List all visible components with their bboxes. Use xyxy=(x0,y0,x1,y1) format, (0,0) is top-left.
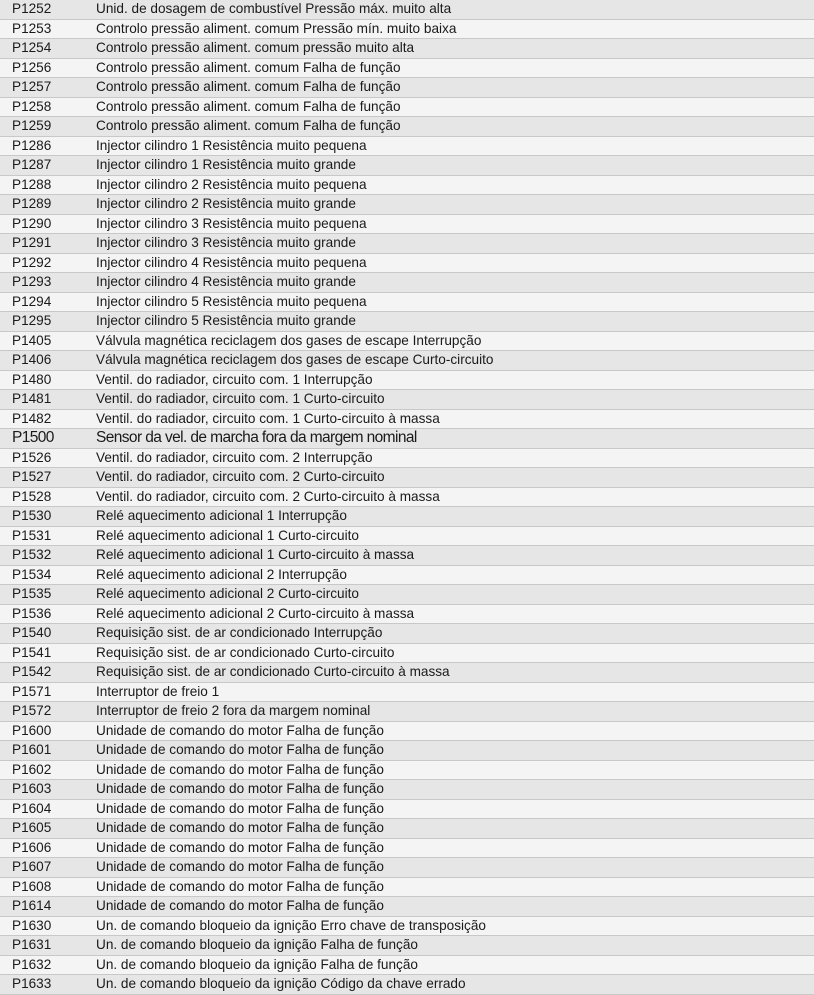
table-row xyxy=(0,682,814,702)
fault-description: Ventil. do radiador, circuito com. 1 Interrupção xyxy=(96,370,814,390)
table-row xyxy=(0,312,814,332)
fault-code: P1290 xyxy=(0,214,96,234)
fault-description: Relé aquecimento adicional 2 Interrupção xyxy=(96,565,814,585)
fault-code: P1614 xyxy=(0,897,96,917)
table-row xyxy=(0,448,814,468)
fault-description: Injector cilindro 3 Resistência muito pequena xyxy=(96,214,814,234)
fault-code: P1293 xyxy=(0,273,96,293)
table-row xyxy=(0,253,814,273)
fault-description: Ventil. do radiador, circuito com. 2 Interrupção xyxy=(96,448,814,468)
fault-description: Relé aquecimento adicional 1 Interrupção xyxy=(96,507,814,527)
table-row xyxy=(0,39,814,59)
fault-description: Unidade de comando do motor Falha de função xyxy=(96,897,814,917)
table-row xyxy=(0,741,814,761)
fault-code: P1540 xyxy=(0,624,96,644)
fault-description: Injector cilindro 3 Resistência muito grande xyxy=(96,234,814,254)
table-row xyxy=(0,19,814,39)
fault-code: P1259 xyxy=(0,117,96,137)
fault-description: Ventil. do radiador, circuito com. 2 Curto-circuito xyxy=(96,468,814,488)
fault-description: Unidade de comando do motor Falha de função xyxy=(96,721,814,741)
table-row xyxy=(0,136,814,156)
fault-description: Unidade de comando do motor Falha de função xyxy=(96,858,814,878)
fault-code: P1406 xyxy=(0,351,96,371)
fault-description: Ventil. do radiador, circuito com. 1 Curto-circuito xyxy=(96,390,814,410)
fault-code: P1287 xyxy=(0,156,96,176)
fault-description: Relé aquecimento adicional 1 Curto-circuito à massa xyxy=(96,546,814,566)
table-row xyxy=(0,936,814,956)
fault-description: Un. de comando bloqueio da ignição Falha de função xyxy=(96,955,814,975)
table-row xyxy=(0,273,814,293)
fault-code: P1536 xyxy=(0,604,96,624)
fault-code: P1405 xyxy=(0,331,96,351)
fault-code: P1608 xyxy=(0,877,96,897)
fault-code: P1252 xyxy=(0,0,96,19)
fault-description: Injector cilindro 1 Resistência muito grande xyxy=(96,156,814,176)
fault-code: P1571 xyxy=(0,682,96,702)
table-row xyxy=(0,877,814,897)
table-row xyxy=(0,663,814,683)
fault-description: Sensor da vel. de marcha fora da margem nominal xyxy=(96,429,814,449)
fault-code: P1572 xyxy=(0,702,96,722)
table-row xyxy=(0,58,814,78)
fault-code: P1292 xyxy=(0,253,96,273)
table-row xyxy=(0,585,814,605)
fault-description: Controlo pressão aliment. comum Falha de função xyxy=(96,78,814,98)
fault-code: P1286 xyxy=(0,136,96,156)
table-row xyxy=(0,604,814,624)
fault-description: Unidade de comando do motor Falha de função xyxy=(96,741,814,761)
fault-description: Unidade de comando do motor Falha de função xyxy=(96,838,814,858)
fault-description: Injector cilindro 2 Resistência muito grande xyxy=(96,195,814,215)
fault-code: P1531 xyxy=(0,526,96,546)
fault-code: P1289 xyxy=(0,195,96,215)
fault-code: P1541 xyxy=(0,643,96,663)
fault-code: P1257 xyxy=(0,78,96,98)
fault-code: P1602 xyxy=(0,760,96,780)
table-row xyxy=(0,955,814,975)
fault-description: Un. de comando bloqueio da ignição Código da chave errado xyxy=(96,975,814,995)
table-row xyxy=(0,97,814,117)
table-row xyxy=(0,624,814,644)
fault-description: Válvula magnética reciclagem dos gases de escape Curto-circuito xyxy=(96,351,814,371)
fault-code: P1604 xyxy=(0,799,96,819)
fault-description: Unidade de comando do motor Falha de função xyxy=(96,799,814,819)
table-row xyxy=(0,331,814,351)
fault-code: P1526 xyxy=(0,448,96,468)
fault-description: Controlo pressão aliment. comum Falha de função xyxy=(96,58,814,78)
fault-code: P1254 xyxy=(0,39,96,59)
fault-description: Unidade de comando do motor Falha de função xyxy=(96,819,814,839)
table-row xyxy=(0,780,814,800)
fault-code: P1535 xyxy=(0,585,96,605)
table-row xyxy=(0,409,814,429)
fault-code: P1481 xyxy=(0,390,96,410)
table-row xyxy=(0,975,814,995)
fault-description: Relé aquecimento adicional 2 Curto-circuito xyxy=(96,585,814,605)
fault-description: Válvula magnética reciclagem dos gases de escape Interrupção xyxy=(96,331,814,351)
fault-code: P1295 xyxy=(0,312,96,332)
table-row xyxy=(0,175,814,195)
fault-code: P1528 xyxy=(0,487,96,507)
fault-description: Un. de comando bloqueio da ignição Falha de função xyxy=(96,936,814,956)
fault-code: P1606 xyxy=(0,838,96,858)
table-row xyxy=(0,0,814,19)
table-row xyxy=(0,643,814,663)
table-row xyxy=(0,507,814,527)
fault-description: Unidade de comando do motor Falha de função xyxy=(96,780,814,800)
table-row xyxy=(0,526,814,546)
fault-code: P1256 xyxy=(0,58,96,78)
table-row xyxy=(0,565,814,585)
fault-description: Injector cilindro 1 Resistência muito pequena xyxy=(96,136,814,156)
fault-description: Requisição sist. de ar condicionado Interrupção xyxy=(96,624,814,644)
fault-code: P1288 xyxy=(0,175,96,195)
table-row xyxy=(0,156,814,176)
table-row xyxy=(0,799,814,819)
fault-code: P1480 xyxy=(0,370,96,390)
fault-code: P1601 xyxy=(0,741,96,761)
fault-code: P1542 xyxy=(0,663,96,683)
fault-description: Interruptor de freio 2 fora da margem nominal xyxy=(96,702,814,722)
fault-description: Unid. de dosagem de combustível Pressão máx. muito alta xyxy=(96,0,814,19)
fault-description: Controlo pressão aliment. comum Pressão mín. muito baixa xyxy=(96,19,814,39)
fault-code: P1632 xyxy=(0,955,96,975)
table-row xyxy=(0,702,814,722)
fault-code: P1527 xyxy=(0,468,96,488)
fault-code: P1607 xyxy=(0,858,96,878)
table-row xyxy=(0,390,814,410)
table-row xyxy=(0,214,814,234)
table-row xyxy=(0,370,814,390)
table-row xyxy=(0,721,814,741)
table-row xyxy=(0,468,814,488)
fault-description: Unidade de comando do motor Falha de função xyxy=(96,877,814,897)
fault-code: P1631 xyxy=(0,936,96,956)
table-row xyxy=(0,858,814,878)
fault-description: Ventil. do radiador, circuito com. 2 Curto-circuito à massa xyxy=(96,487,814,507)
table-row xyxy=(0,234,814,254)
table-row xyxy=(0,760,814,780)
table-row xyxy=(0,351,814,371)
fault-description: Injector cilindro 2 Resistência muito pequena xyxy=(96,175,814,195)
fault-description: Injector cilindro 4 Resistência muito grande xyxy=(96,273,814,293)
fault-description: Injector cilindro 4 Resistência muito pequena xyxy=(96,253,814,273)
fault-code: P1294 xyxy=(0,292,96,312)
table-row xyxy=(0,546,814,566)
fault-code: P1630 xyxy=(0,916,96,936)
fault-description: Controlo pressão aliment. comum Falha de função xyxy=(96,117,814,137)
fault-description: Requisição sist. de ar condicionado Curto-circuito à massa xyxy=(96,663,814,683)
fault-code: P1253 xyxy=(0,19,96,39)
table-row xyxy=(0,117,814,137)
table-row xyxy=(0,78,814,98)
fault-description: Relé aquecimento adicional 1 Curto-circuito xyxy=(96,526,814,546)
table-row xyxy=(0,429,814,449)
fault-description: Un. de comando bloqueio da ignição Erro chave de transposição xyxy=(96,916,814,936)
fault-code: P1600 xyxy=(0,721,96,741)
fault-code: P1258 xyxy=(0,97,96,117)
table-row xyxy=(0,897,814,917)
fault-description: Interruptor de freio 1 xyxy=(96,682,814,702)
fault-code: P1482 xyxy=(0,409,96,429)
fault-description: Relé aquecimento adicional 2 Curto-circuito à massa xyxy=(96,604,814,624)
fault-description: Injector cilindro 5 Resistência muito pequena xyxy=(96,292,814,312)
fault-description: Unidade de comando do motor Falha de função xyxy=(96,760,814,780)
fault-code: P1603 xyxy=(0,780,96,800)
fault-description: Requisição sist. de ar condicionado Curto-circuito xyxy=(96,643,814,663)
fault-code: P1534 xyxy=(0,565,96,585)
table-row xyxy=(0,487,814,507)
table-row xyxy=(0,195,814,215)
table-row xyxy=(0,838,814,858)
fault-code: P1532 xyxy=(0,546,96,566)
table-row xyxy=(0,916,814,936)
table-row xyxy=(0,292,814,312)
fault-description: Controlo pressão aliment. comum Falha de função xyxy=(96,97,814,117)
fault-code: P1605 xyxy=(0,819,96,839)
fault-code: P1530 xyxy=(0,507,96,527)
fault-description: Controlo pressão aliment. comum pressão muito alta xyxy=(96,39,814,59)
fault-description: Ventil. do radiador, circuito com. 1 Curto-circuito à massa xyxy=(96,409,814,429)
fault-description: Injector cilindro 5 Resistência muito grande xyxy=(96,312,814,332)
fault-code: P1500 xyxy=(0,429,96,449)
table-row xyxy=(0,819,814,839)
fault-code: P1633 xyxy=(0,975,96,995)
fault-code: P1291 xyxy=(0,234,96,254)
